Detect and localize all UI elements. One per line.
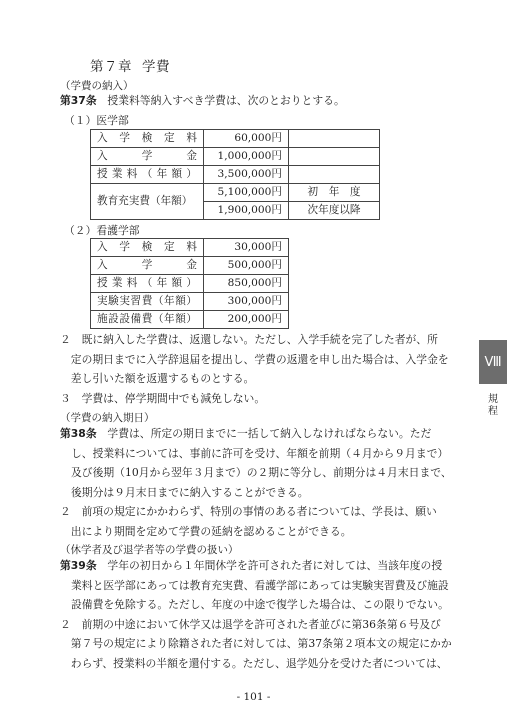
chapter-index-tab: Ⅷ [479, 340, 507, 384]
article-37-number: 第37条 [60, 94, 97, 107]
paragraph-line: 業料と医学部にあっては教育充実費、看護学部にあっては実験実習費及び施設 [71, 578, 449, 592]
table-row [91, 184, 380, 202]
article-37 [60, 91, 345, 111]
article-37-paragraphs [60, 330, 449, 408]
fee-item: 教育充実費（年額） [91, 184, 204, 220]
chapter-heading [90, 55, 170, 75]
table-row [91, 148, 380, 166]
paragraph-line: し、授業料については、事前に許可を受け、年額を前期（４月から９月まで） [71, 446, 449, 460]
section-side-label: 規程 [488, 394, 498, 417]
fee-note: 初 年 度 [289, 184, 380, 202]
fee-item: 入学金 [91, 148, 204, 166]
fee-amount: 1,000,000円 [204, 148, 289, 166]
table-row [91, 166, 380, 184]
fee-amount: 300,000円 [204, 293, 289, 311]
chapter-number: 第７章 [90, 59, 132, 75]
article-39-number: 第39条 [60, 559, 97, 572]
chapter-title: 学費 [142, 59, 170, 75]
paragraph-line: 差し引いた額を返還するものとする。 [60, 372, 255, 386]
article-38-number: 第38条 [60, 427, 97, 440]
caption-payment: （学費の納入） [60, 80, 134, 92]
paragraph-line: 定の期日までに入学辞退届を提出し、学費の返還を申し出た場合は、入学金を [60, 352, 449, 366]
paragraph-line: 出により期間を定めて学費の延納を認めることができる。 [60, 524, 352, 538]
paragraph-line: 学費は、所定の期日までに一括して納入しなければならない。ただ [107, 427, 432, 440]
paragraph-line: 第７号の規定により除籍された者に対しては、第37条第２項本文の規定にかか [60, 637, 452, 651]
fee-amount: 500,000円 [204, 257, 289, 275]
fee-amount: 3,500,000円 [204, 166, 289, 184]
fee-item: 実験実習費（年額） [91, 293, 204, 311]
fee-amount: 5,100,000円 [204, 184, 289, 202]
nursing-heading: （２）看護学部 [64, 224, 140, 237]
fee-amount: 60,000円 [204, 130, 289, 148]
fee-amount: 30,000円 [204, 239, 289, 257]
table-row [91, 275, 289, 293]
paragraph-line: ３ 学費は、停学期間中でも減免しない。 [60, 391, 266, 405]
article-38 [60, 424, 452, 542]
caption-leave: （休学者及び退学者等の学費の扱い） [60, 544, 239, 556]
paragraph-line: わらず、授業料の半額を還付する。ただし、退学処分を受けた者については、 [60, 656, 448, 670]
paragraph-line: 及び後期（10月から翌年３月まで）の２期に等分し、前期分は４月末日まで、 [71, 466, 452, 480]
nursing-fee-table [90, 238, 289, 329]
fee-amount: 200,000円 [204, 311, 289, 329]
table-row [91, 293, 289, 311]
medical-heading: （１）医学部 [64, 114, 129, 127]
table-row [91, 311, 289, 329]
table-row [91, 130, 380, 148]
paragraph-line: ２ 既に納入した学費は、返還しない。ただし、入学手続を完了した者が、所 [60, 333, 438, 346]
fee-item: 施設設備費（年額） [91, 311, 204, 329]
paragraph-line: 学年の初日から１年間休学を許可された者に対しては、当該年度の授 [107, 559, 443, 572]
table-row [91, 257, 289, 275]
paragraph-line: ２ 前項の規定にかかわらず、特別の事情のある者については、学長は、願い [60, 505, 437, 519]
fee-item: 授業料（年額） [91, 166, 204, 184]
medical-fee-table [90, 129, 380, 220]
fee-item: 授業料（年額） [91, 275, 204, 293]
fee-item: 入学検定料 [91, 239, 204, 257]
fee-item: 入学検定料 [91, 130, 204, 148]
fee-item: 入学金 [91, 257, 204, 275]
paragraph-line: ２ 前期の中途において休学又は退学を許可された者並びに第36条第６号及び [60, 617, 441, 631]
article-37-text: 授業料等納入すべき学費は、次のとおりとする。 [107, 94, 345, 107]
page-number: - 101 - [236, 691, 271, 703]
article-39 [60, 556, 452, 674]
fee-amount: 1,900,000円 [204, 202, 289, 220]
caption-deadline: （学費の納入期日） [60, 412, 155, 424]
fee-note: 次年度以降 [289, 202, 380, 220]
table-row [91, 239, 289, 257]
paragraph-line: 後期分は９月末日までに納入することができる。 [71, 485, 309, 499]
fee-amount: 850,000円 [204, 275, 289, 293]
paragraph-line: 設備費を免除する。ただし、年度の中途で復学した場合は、この限りでない。 [71, 598, 449, 612]
